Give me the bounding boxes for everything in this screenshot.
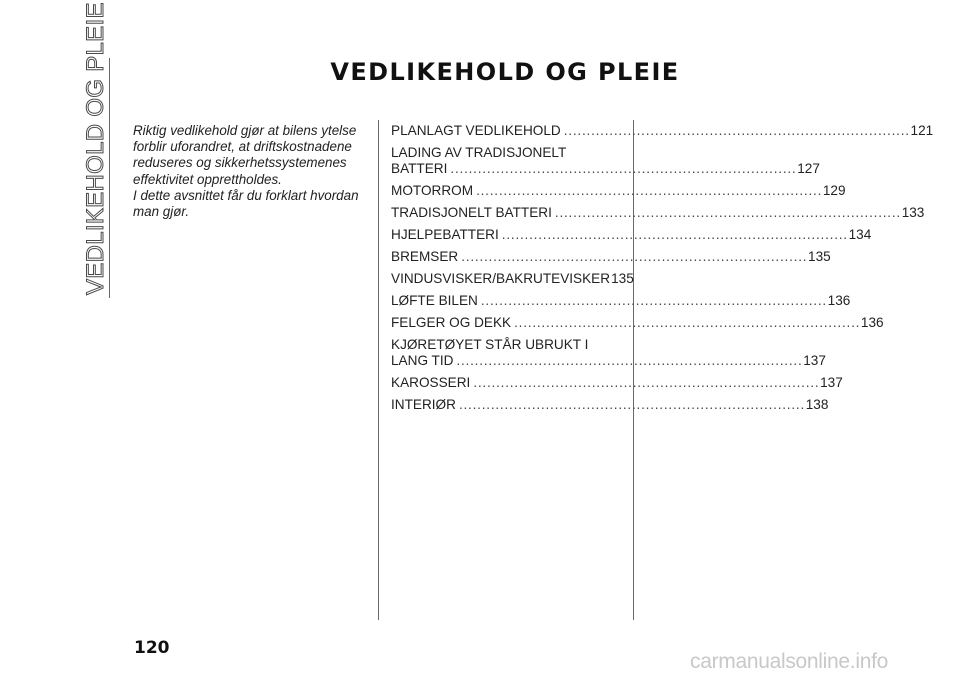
toc-leader [481, 293, 825, 309]
watermark: carmanualsonline.info [690, 650, 888, 673]
table-of-contents [391, 123, 934, 419]
toc-entry-title: VINDUSVISKER/BAKRUTEVISKER [391, 271, 611, 286]
toc-entry-page: 133 [901, 205, 925, 220]
page-title: VEDLIKEHOLD OG PLEIE [330, 58, 680, 86]
toc-entry[interactable] [391, 337, 826, 369]
toc-entry-page: 135 [611, 271, 634, 286]
toc-entry[interactable] [391, 375, 843, 391]
toc-entry[interactable] [391, 227, 872, 243]
toc-entry[interactable] [391, 293, 851, 309]
toc-entry-page: 121 [910, 123, 934, 138]
toc-entry-title: BREMSER [391, 249, 459, 264]
toc-entry-page: 136 [827, 293, 851, 308]
toc-leader [450, 161, 794, 177]
toc-entry-page: 129 [822, 183, 846, 198]
toc-entry-title: FELGER OG DEKK [391, 315, 512, 330]
toc-entry-title: BATTERI [391, 161, 448, 176]
toc-entry-page: 138 [805, 397, 829, 412]
toc-entry-title: LANG TID [391, 353, 454, 368]
toc-entry[interactable] [391, 145, 820, 177]
toc-leader [476, 183, 820, 199]
toc-entry-page: 137 [803, 353, 826, 368]
toc-entry-title: MOTORROM [391, 183, 474, 198]
toc-entry-page: 127 [797, 161, 820, 176]
toc-entry-title: TRADISJONELT BATTERI [391, 205, 552, 220]
toc-leader [555, 205, 899, 221]
toc-leader [564, 123, 908, 139]
page-number: 120 [134, 638, 170, 658]
toc-leader [502, 227, 846, 243]
toc-entry-title: HJELPEBATTERI [391, 227, 499, 242]
intro-text [133, 123, 361, 220]
toc-entry-page: 135 [808, 249, 831, 264]
toc-entry[interactable] [391, 397, 829, 413]
toc-entry-title: LØFTE BILEN [391, 293, 478, 308]
toc-entry[interactable] [391, 249, 831, 265]
intro-paragraph: I dette avsnittet får du forklart hvordan man gjør. [133, 187, 359, 220]
toc-leader [473, 375, 817, 391]
toc-leader [456, 353, 800, 369]
toc-entry-page: 137 [820, 375, 843, 390]
toc-entry[interactable] [391, 183, 846, 199]
toc-entry-title-line1: LADING AV TRADISJONELT [391, 145, 567, 160]
column-divider-left [378, 120, 379, 620]
toc-entry-title: INTERIØR [391, 397, 456, 412]
toc-leader [514, 315, 858, 331]
toc-entry-page: 134 [848, 227, 872, 242]
toc-entry-title: KAROSSERI [391, 375, 471, 390]
intro-paragraph: Riktig vedlikehold gjør at bilens ytelse forblir uforandret, at driftskostnadene reduseres og sikkerhetssystemenes effektivitet opprettholdes. [133, 123, 357, 187]
side-rule [109, 58, 110, 298]
toc-entry-title-line1: KJØRETØYET STÅR UBRUKT I [391, 337, 589, 352]
toc-leader [459, 397, 803, 413]
toc-entry[interactable] [391, 315, 884, 331]
toc-entry[interactable] [391, 205, 925, 221]
toc-entry-page: 136 [860, 315, 884, 330]
toc-entry-title: PLANLAGT VEDLIKEHOLD [391, 123, 561, 138]
toc-entry[interactable] [391, 123, 934, 139]
toc-entry[interactable] [391, 271, 634, 287]
side-section-title: VEDLIKEHOLD OG PLEIE [82, 2, 109, 295]
toc-leader [461, 249, 805, 265]
